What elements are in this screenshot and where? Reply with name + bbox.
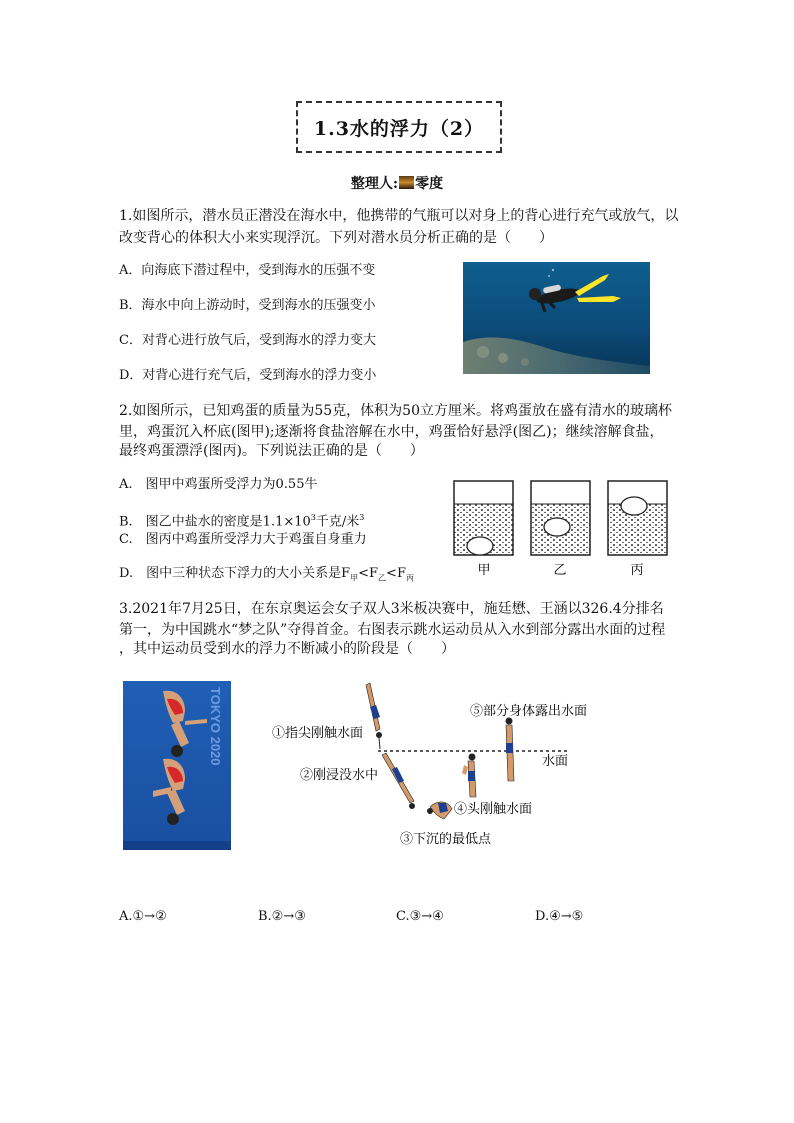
q2-line1: 2.如图所示，已知鸡蛋的质量为55克，体积为50立方厘米。将鸡蛋放在盛有清水的玻璃杯	[119, 403, 672, 419]
diver-stage-4	[462, 754, 476, 798]
q2-option-b	[119, 509, 364, 531]
q1-option-c: C．对背心进行放气后，受到海水的浮力变大	[119, 333, 376, 348]
q2-option-d	[119, 565, 414, 588]
synchronized-divers-photo	[123, 681, 231, 850]
q2-option-c: C. 图丙中鸡蛋所受浮力大于鸡蛋自身重力	[119, 532, 367, 547]
q1-option-a: A．向海底下潜过程中，受到海水的压强不变	[119, 263, 376, 278]
tokyo-2020-text: TOKYO 2020	[208, 687, 223, 766]
q2-option-a: A. 图甲中鸡蛋所受浮力为0.55牛	[119, 477, 318, 492]
q2-option-b-text: B. 图乙中盐水的密度是1.1×10	[119, 514, 311, 530]
q1-option-d: D．对背心进行充气后，受到海水的浮力变小	[119, 368, 377, 383]
q2-option-b-exp: 3	[310, 513, 316, 522]
egg-yi	[544, 518, 570, 536]
q1-line1: 1.如图所示，潜水员正潜没在海水中，他携带的气瓶可以对身上的背心进行充气或放气，以	[119, 208, 679, 224]
q2-lt-1: <F	[358, 566, 379, 581]
diver-stage-2	[382, 753, 415, 809]
q2-sub-bing: 丙	[405, 573, 414, 583]
cup-bing	[608, 481, 667, 555]
q2-option-b-unit-exp: 3	[359, 513, 365, 522]
diver-stage-1	[366, 683, 382, 749]
egg-cups-diagram	[450, 478, 672, 578]
label-stage-2: ②刚浸没水中	[300, 767, 379, 782]
q2-line2: 里，鸡蛋沉入杯底(图甲);逐渐将食盐溶解在水中，鸡蛋恰好悬浮(图乙)；继续溶解食盐，	[119, 424, 664, 440]
diving-process-diagram	[262, 681, 602, 853]
label-stage-4: ④头刚触水面	[454, 801, 533, 816]
q1-option-b: B．海水中向上游动时，受到海水的压强变小	[119, 298, 376, 313]
diver-photo	[463, 262, 650, 374]
diver-stage-3	[427, 802, 452, 819]
page-title: 1.3水的浮力（2）	[296, 101, 502, 153]
label-stage-1: ①指尖刚触水面	[272, 725, 364, 740]
q2-line3: 最终鸡蛋漂浮(图丙)。下列说法正确的是（ ）	[119, 443, 424, 459]
q3-line3: ，其中运动员受到水的浮力不断减小的阶段是（ ）	[119, 641, 455, 657]
q2-lt-2: <F	[386, 566, 406, 581]
egg-bing	[621, 497, 647, 515]
cup-jia	[454, 481, 513, 555]
q3-option-c: C.③→④	[396, 909, 444, 924]
cup-yi	[531, 481, 590, 555]
q3-option-a: A.①→②	[119, 909, 167, 924]
q3-line1: 3.2021年7月25日，在东京奥运会女子双人3米板决赛中，施廷懋、王涵以326.4分排名	[119, 601, 664, 617]
label-stage-5: ⑤部分身体露出水面	[470, 703, 588, 718]
q3-line2: 第一，为中国跳水“梦之队”夺得首金。右图表示跳水运动员从入水到部分露出水面的过程	[119, 622, 666, 638]
author-line	[0, 173, 794, 193]
label-water-surface: 水面	[542, 753, 569, 768]
q2-sub-jia: 甲	[350, 573, 359, 583]
q2-sub-yi: 乙	[378, 573, 387, 583]
q3-option-b: B.②→③	[258, 909, 306, 924]
author-avatar-icon	[399, 176, 414, 189]
cup-label-bing: 丙	[630, 562, 644, 577]
cup-label-jia: 甲	[477, 562, 491, 577]
q2-option-d-text: D. 图中三种状态下浮力的大小关系是F	[119, 566, 351, 581]
q2-option-b-unit: 千克/米	[315, 514, 360, 530]
diver-stage-5	[506, 718, 515, 782]
cup-label-yi: 乙	[553, 562, 567, 577]
author-label: 整理人:	[350, 176, 399, 192]
label-stage-3: ③下沉的最低点	[400, 831, 492, 846]
q1-line2: 改变背心的体积大小来实现浮沉。下列对潜水员分析正确的是（ ）	[119, 230, 553, 246]
author-name: 零度	[415, 176, 444, 192]
egg-jia	[467, 537, 493, 555]
q3-option-d: D.④→⑤	[535, 909, 584, 924]
